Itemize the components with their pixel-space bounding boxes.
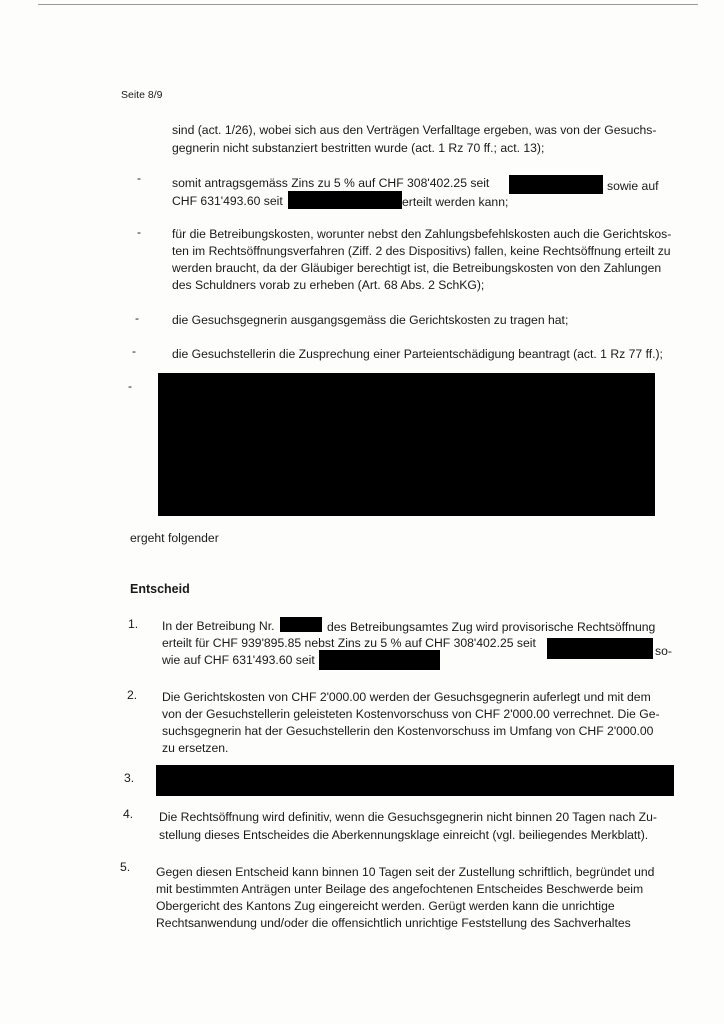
item-text: Obergericht des Kantons Zug eingereicht werden. Gerügt werden kann die unrichtige xyxy=(156,899,615,913)
bullet-text: die Gesuchsgegnerin ausgangsgemäss die Gerichtskosten zu tragen hat; xyxy=(172,313,569,327)
item-text: von der Gesuchstellerin geleisteten Kostenvorschuss von CHF 2'000.00 verrechnet. Die Ge- xyxy=(162,707,660,721)
redaction-bar xyxy=(280,617,322,632)
item-number: 5. xyxy=(120,860,131,874)
bullet-dash: - xyxy=(132,344,136,358)
redaction-bar xyxy=(288,191,402,209)
bullet-text: somit antragsgemäss Zins zu 5 % auf CHF 308'402.25 seit xyxy=(172,176,490,190)
item-text: Die Gerichtskosten von CHF 2'000.00 werden der Gesuchsgegnerin auferlegt und mit dem xyxy=(162,690,651,704)
bullet-dash: - xyxy=(128,379,132,393)
item-text: stellung dieses Entscheides die Aberkennungsklage einreicht (vgl. beiliegendes Merkblatt). xyxy=(159,828,649,842)
item-text: Rechtsanwendung und/oder die offensichtlich unrichtige Feststellung des Sachverhaltes xyxy=(156,916,631,930)
item-text: so- xyxy=(655,644,672,658)
bullet-dash: - xyxy=(137,171,141,185)
item-number: 3. xyxy=(124,771,135,785)
item-text: In der Betreibung Nr. xyxy=(162,619,275,633)
bullet-text: ten im Rechtsöffnungsverfahren (Ziff. 2 des Dispositivs) fallen, keine Rechtsöffnung erteilt zu xyxy=(172,244,671,258)
item-text: mit bestimmten Anträgen unter Beilage des angefochtenen Entscheides Beschwerde beim xyxy=(156,882,644,896)
item-text: des Betreibungsamtes Zug wird provisorische Rechtsöffnung xyxy=(327,620,656,634)
bullet-text: sowie auf xyxy=(607,179,659,193)
item-text: suchsgegnerin hat der Gesuchstellerin den Kostenvorschuss im Umfang von CHF 2'000.00 xyxy=(162,724,654,738)
page-top-edge xyxy=(38,4,698,5)
item-number: 4. xyxy=(123,807,134,821)
bullet-dash: - xyxy=(137,225,141,239)
bullet-text: CHF 631'493.60 seit xyxy=(172,194,283,208)
bullet-text: des Schuldners vorab zu erheben (Art. 68 Abs. 2 SchKG); xyxy=(172,278,485,292)
bullet-dash: - xyxy=(135,311,139,325)
item-text: zu ersetzen. xyxy=(162,741,229,755)
item-number: 2. xyxy=(127,688,138,702)
redaction-bar xyxy=(319,650,440,670)
redaction-bar xyxy=(509,175,603,194)
intro-text: ergeht folgender xyxy=(130,531,219,545)
section-title: Entscheid xyxy=(130,582,190,596)
item-text: Die Rechtsöffnung wird definitiv, wenn die Gesuchsgegnerin nicht binnen 20 Tagen nach Zu- xyxy=(159,810,657,824)
item-number: 1. xyxy=(128,617,139,631)
redaction-bar xyxy=(547,638,653,659)
bullet-text: erteilt werden kann; xyxy=(402,195,509,209)
paragraph-line: gegnerin nicht substanziert bestritten wurde (act. 1 Rz 70 ff.; act. 13); xyxy=(172,141,545,155)
redaction-block xyxy=(158,373,655,516)
page-number: Seite 8/9 xyxy=(121,89,163,101)
redaction-block xyxy=(156,765,674,796)
item-text: erteilt für CHF 939'895.85 nebst Zins zu 5 % auf CHF 308'402.25 seit xyxy=(162,636,536,650)
bullet-text: die Gesuchstellerin die Zusprechung einer Parteientschädigung beantragt (act. 1 Rz 77 ff.); xyxy=(172,347,663,361)
bullet-text: für die Betreibungskosten, worunter nebst den Zahlungsbefehlskosten auch die Gerichtskos- xyxy=(172,227,672,241)
item-text: wie auf CHF 631'493.60 seit xyxy=(162,653,315,667)
bullet-text: werden braucht, da der Gläubiger berechtigt ist, die Betreibungskosten von den Zahlungen xyxy=(172,261,662,275)
paragraph-line: sind (act. 1/26), wobei sich aus den Verträgen Verfalltage ergeben, was von der Gesuchs- xyxy=(172,123,657,137)
item-text: Gegen diesen Entscheid kann binnen 10 Tagen seit der Zustellung schriftlich, begründet und xyxy=(156,865,655,879)
